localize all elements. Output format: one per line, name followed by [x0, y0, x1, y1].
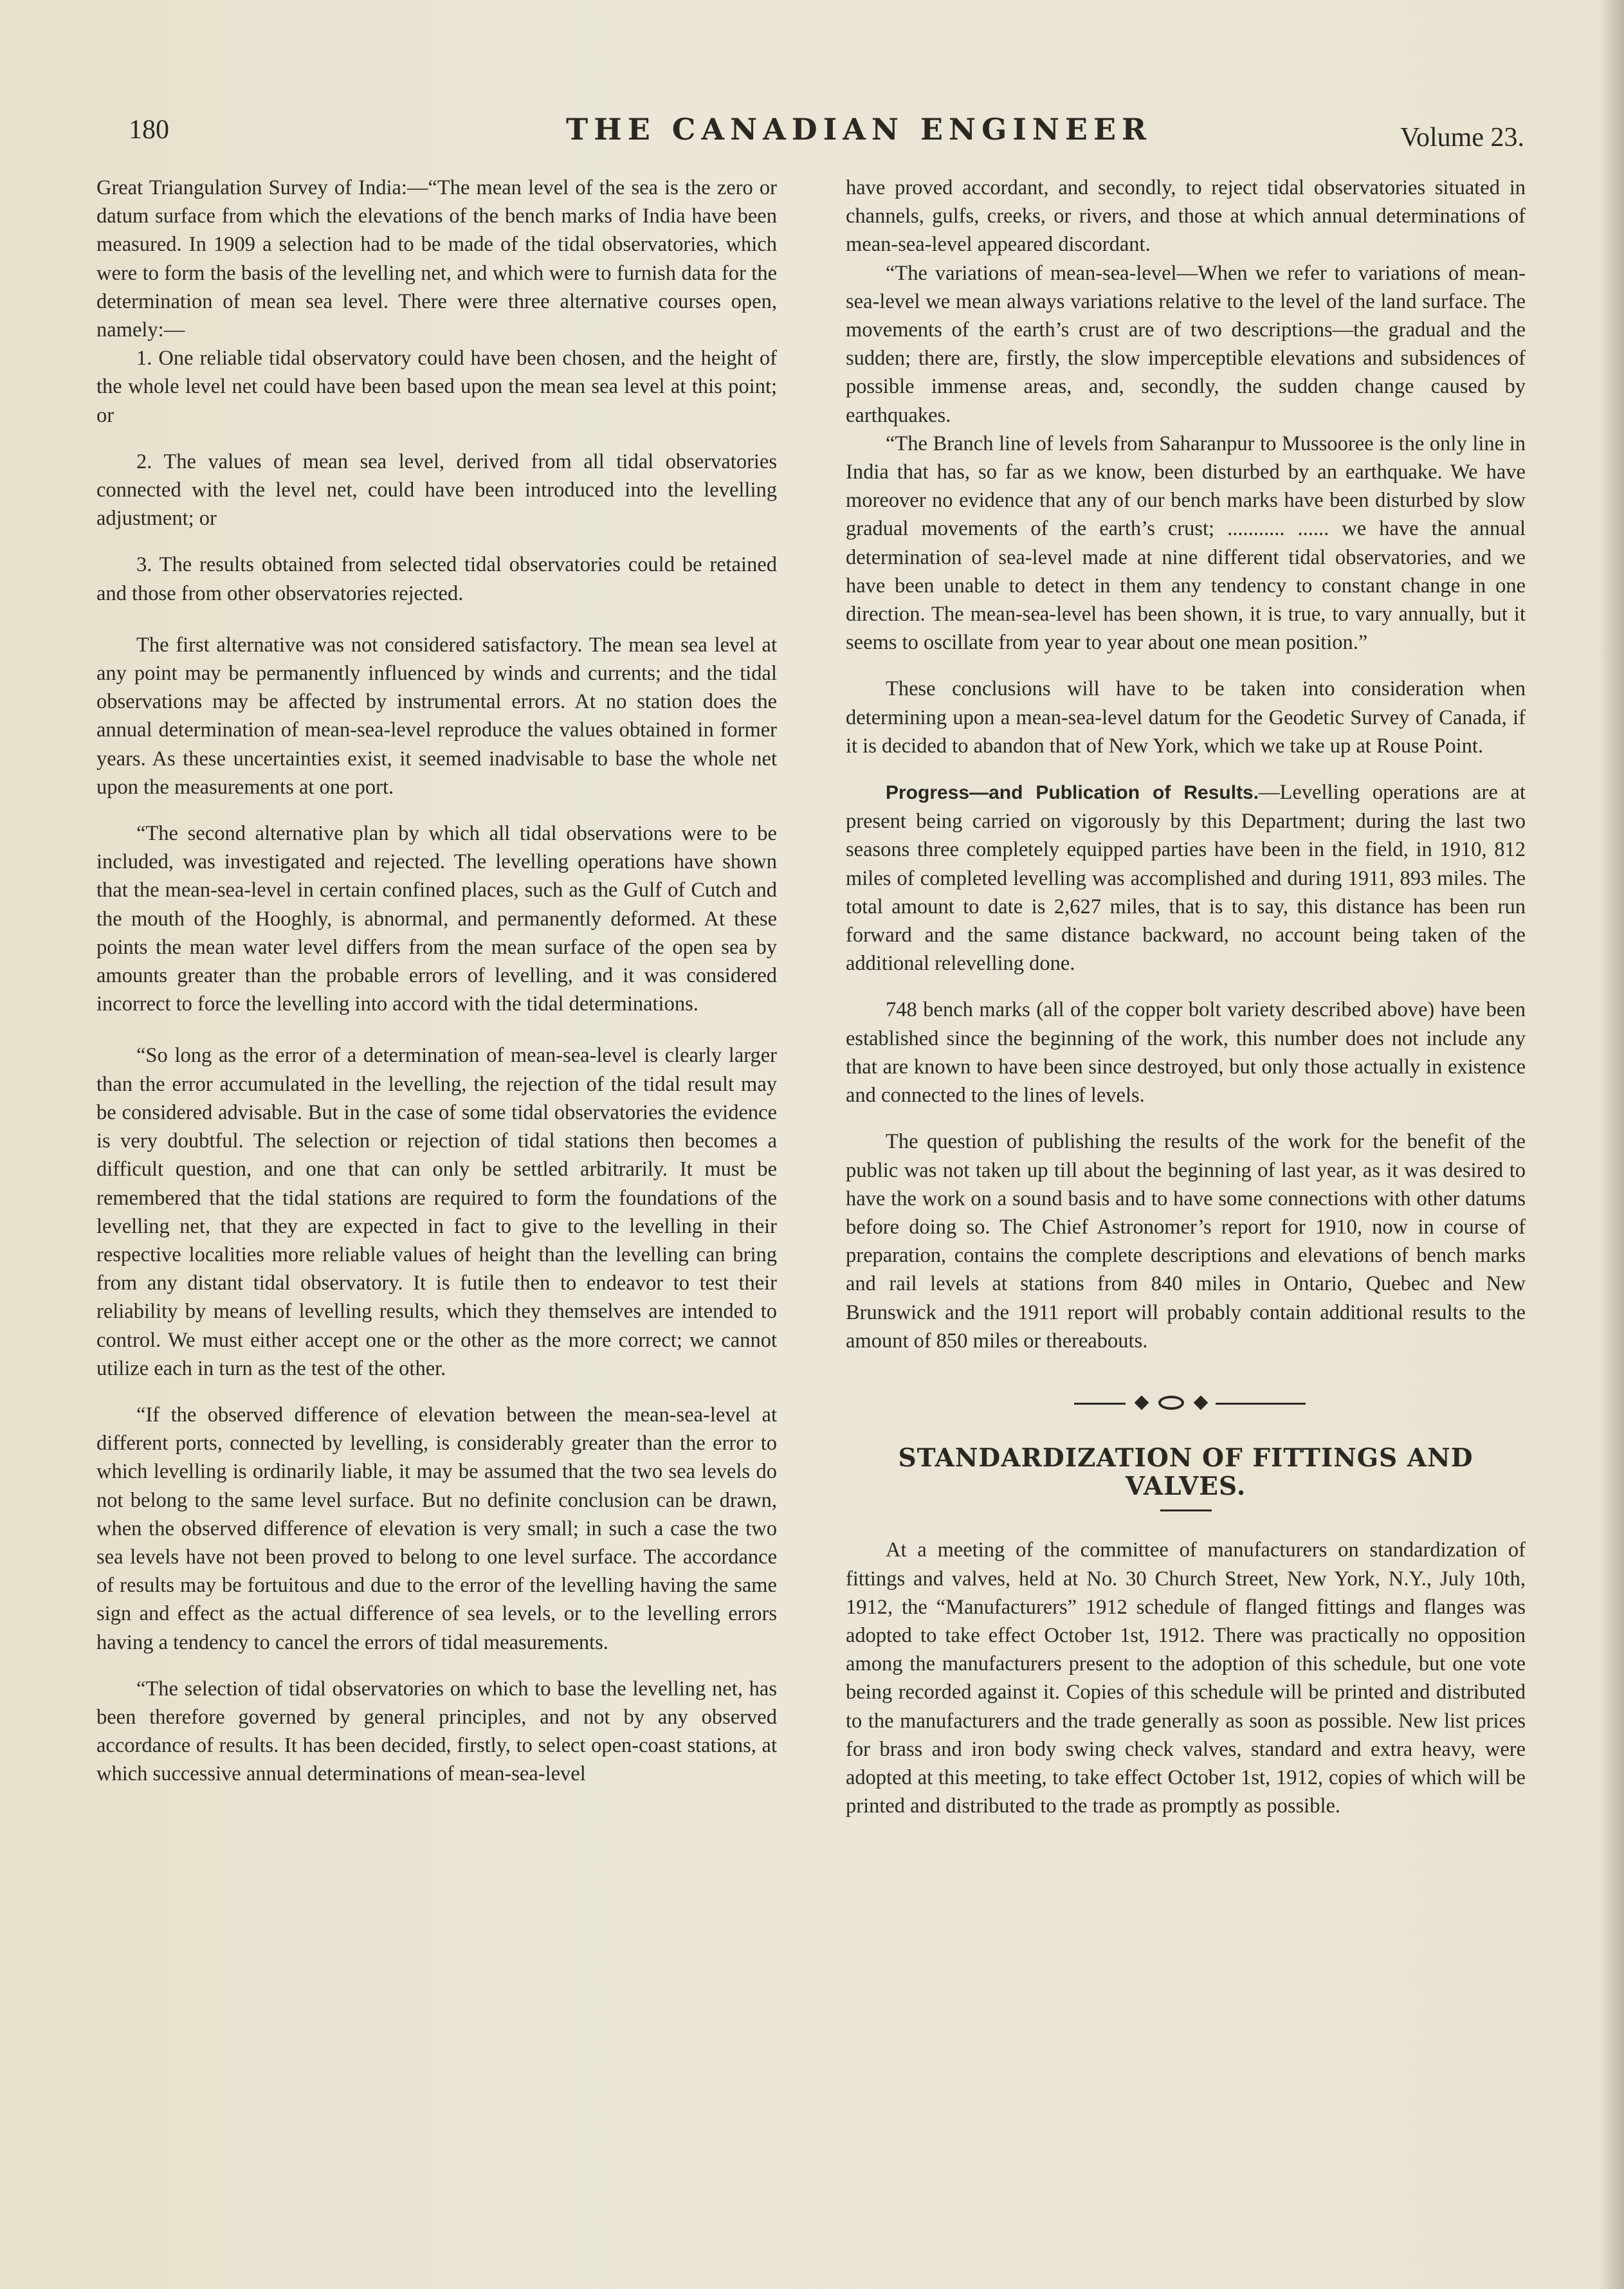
section-divider-ornament [846, 1394, 1526, 1413]
page-spine-shadow [1598, 0, 1624, 2289]
ornament-center [1158, 1396, 1184, 1410]
paragraph: 2. The values of mean sea level, derived from all tidal observatories connected with the level net, could have been introduced into the levelling adjustment; or [96, 450, 777, 531]
paragraph: have proved accordant, and secondly, to reject tidal observatories situated in channels, gulfs, creeks, or rivers, and those at which annual determinations of mean-sea-level appeared discordant. [846, 176, 1526, 257]
paragraph: These conclusions will have to be taken into consideration when determining upon a mean-sea-level datum for the Geodetic Survey of Canada, if it is decided to abandon that of New York, which we take up at Rouse Point. [846, 677, 1526, 758]
paragraph: 748 bench marks (all of the copper bolt variety described above) have been established since the beginning of the work, this number does not include any that are known to have been since destroyed, but only those actually in existence and connected to the lines of levels. [846, 998, 1526, 1108]
paragraph: 3. The results obtained from selected tidal observatories could be retained and those from other observatories rejected. [96, 553, 777, 605]
paragraph: The first alternative was not considered satisfactory. The mean sea level at any point may be permanently influenced by winds and currents; and the tidal observations may be affected by instrumental errors. At no station does the annual determination of mean-sea-level reproduce the values obtained in former years. As these uncertainties exist, it seemed inadvisable to base the whole net upon the measurements at one port. [96, 633, 777, 799]
paragraph: “The selection of tidal observatories on which to base the levelling net, has been therefore governed by general principles, and not by any observed accordance of results. It has been decided, firstly, to select open-coast stations, at which successive annual determinations of mean-sea-level [96, 1677, 777, 1786]
ornament-diamond-right [1194, 1396, 1209, 1410]
paragraph: At a meeting of the committee of manufacturers on standardization of fittings and valves, held at No. 30 Church Street, New York, N.Y., July 10th, 1912, the “Manufacturers” 1912 schedule of flanged fittings and flanges was adopted to take effect October 1st, 1912. There was practically no opposition among the manufacturers present to the adoption of this schedule, but one vote being recorded against it. Copies of this schedule will be printed and distributed to the manufacturers and the trade generally as soon as possible. New list prices for brass and iron body swing check valves, standard and extra heavy, were adopted at this meeting, to take effect October 1st, 1912, copies of which will be printed and distributed to the trade as promptly as possible. [846, 1538, 1526, 1818]
right-column [846, 174, 1526, 1820]
progress-paragraph [846, 778, 1526, 978]
paragraph: 1. One reliable tidal observatory could have been chosen, and the height of the whole level net could have been based upon the mean sea level at this point; or [96, 347, 777, 427]
ornament-line-left [1074, 1403, 1126, 1405]
paragraph: “If the observed difference of elevation between the mean-sea-level at different ports, connected by levelling, is considerably greater than the error to which levelling is ordinarily liable, it may be assumed that the two sea levels do not belong to the same level surface. But no definite conclusion can be drawn, when the observed difference of elevation is very small; in such a case the two sea levels have not been proved to belong to one level surface. The accordance of results may be fortuitous and due to the error of the levelling having the same sign and effect as the actual difference of sea levels, or to the levelling errors having a tendency to cancel the errors of tidal measurements. [96, 1403, 777, 1654]
paragraph: “The Branch line of levels from Saharanpur to Mussooree is the only line in India that has, so far as we know, been disturbed by an earthquake. We have moreover no evidence that any of our bench marks have been disturbed by slow gradual movements of the earth’s crust; ........... ...... we have the annual determination of sea-level made at nine different tidal observatories, and we have been unable to detect in them any tendency to constant change in one direction. The mean-sea-level has been shown, it is true, to vary annually, but it seems to oscillate from year to year about one mean position.” [846, 432, 1526, 655]
title-rule [1160, 1509, 1212, 1511]
volume-label: Volume 23. [1400, 123, 1524, 152]
progress-text: —Levelling operations are at present being carried on vigorously by this Department; during the last two seasons three completely equipped parties have been in the field, in 1910, 812 miles of completed levelling was accomplished and during 1911, 893 miles. The total amount to date is 2,627 miles, that is to say, this distance has been run forward and the same distance backward, no account being taken of the additional relevelling done. [846, 781, 1526, 976]
ornament-diamond-left [1135, 1396, 1149, 1410]
left-column [96, 174, 777, 1789]
journal-title: THE CANADIAN ENGINEER [566, 112, 1153, 147]
paragraph: Great Triangulation Survey of India:—“The mean level of the sea is the zero or datum surface from which the elevations of the bench marks of India have been measured. In 1909 a selection had to be made of the tidal observatories, which were to form the basis of the levelling net, and which were to furnish data for the determination of mean sea level. There were three alternative courses open, namely:— [96, 176, 777, 342]
paragraph: “So long as the error of a determination of mean-sea-level is clearly larger than the error accumulated in the levelling, the rejection of the tidal result may be considered advisable. But in the case of some tidal observatories the evidence is very doubtful. The selection or rejection of tidal stations then becomes a difficult question, and one that can only be settled arbitrarily. It must be remembered that the tidal stations are required to form the foundations of the levelling net, that they are expected in fact to give to the levelling in their respective localities more reliable values of height than the levelling can bring from any distant tidal observatory. It is futile then to endeavor to test their reliability by means of levelling results, which they themselves are intended to control. We must either accept one or the other as the more correct; we cannot utilize each in turn as the test of the other. [96, 1044, 777, 1380]
paragraph: The question of publishing the results of the work for the benefit of the public was not taken up till about the beginning of last year, as it was desired to have the work on a sound basis and to have some connections with other datums before doing so. The Chief Astronomer’s report for 1910, now in course of preparation, contains the complete descriptions and elevations of bench marks and rail levels at stations from 840 miles in Ontario, Quebec and New Brunswick and the 1911 report will probably contain additional results to the amount of 850 miles or thereabouts. [846, 1130, 1526, 1353]
page-header [129, 108, 1524, 160]
section-title: STANDARDIZATION OF FITTINGS AND VALVES. [898, 1443, 1473, 1502]
progress-heading: Progress—and Publication of Results. [886, 782, 1259, 804]
ornament-line-right [1216, 1403, 1306, 1405]
paragraph: “The variations of mean-sea-level—When we refer to variations of mean-sea-level we mean always variations relative to the level of the land surface. The movements of the earth’s crust are of two descriptions—the gradual and the sudden; there are, firstly, the slow imperceptible elevations and subsidences of possible immense areas, and, secondly, the sudden change caused by earthquakes. [846, 261, 1526, 427]
paragraph: “The second alternative plan by which all tidal observations were to be included, was investigated and rejected. The levelling operations have shown that the mean-sea-level in certain confined places, such as the Gulf of Cutch and the mouth of the Hooghly, is abnormal, and permanently deformed. At these points the mean water level differs from the mean surface of the open sea by amounts greater than the probable errors of levelling, and it was considered incorrect to force the levelling into accord with the tidal determinations. [96, 822, 777, 1016]
page-number: 180 [129, 115, 169, 145]
